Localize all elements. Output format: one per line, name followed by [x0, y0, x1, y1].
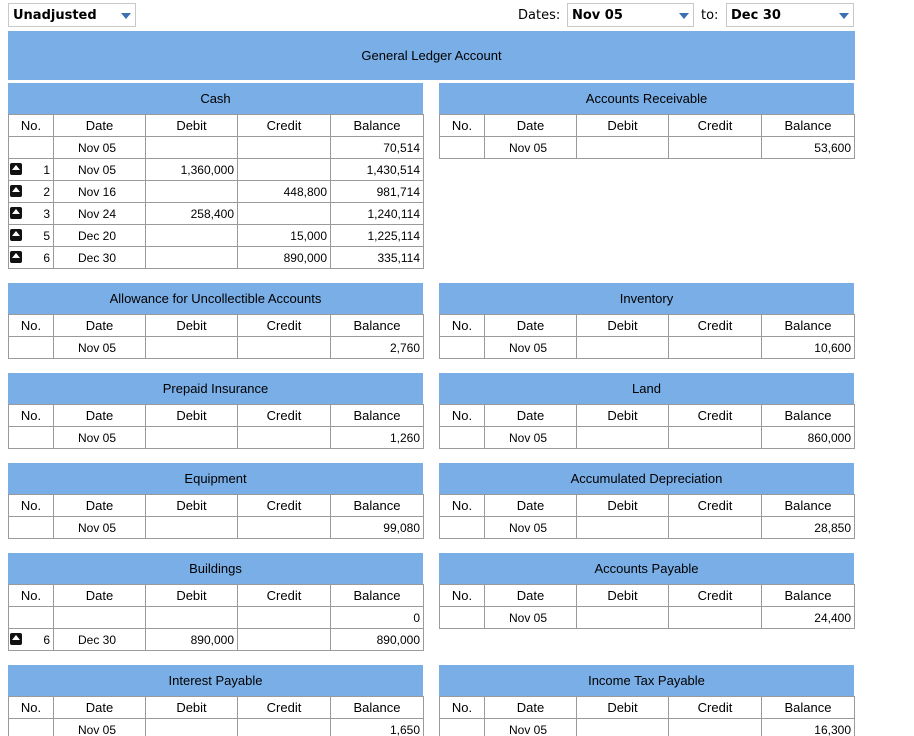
entry-credit — [238, 203, 331, 225]
entry-date: Nov 05 — [54, 517, 146, 539]
entry-link-icon[interactable] — [10, 163, 22, 175]
ledger-title: General Ledger Account — [8, 31, 855, 80]
col-header-debit: Debit — [146, 697, 238, 719]
entry-link-icon[interactable] — [10, 185, 22, 197]
col-header-balance: Balance — [331, 585, 424, 607]
account-table — [8, 314, 424, 359]
account-title: Income Tax Payable — [439, 665, 854, 696]
entry-no-value: 6 — [43, 632, 50, 647]
account-card — [439, 83, 854, 159]
entry-balance: 2,760 — [331, 337, 424, 359]
col-header-debit: Debit — [146, 495, 238, 517]
col-header-date: Date — [54, 315, 146, 337]
entry-credit: 15,000 — [238, 225, 331, 247]
entry-date: Dec 30 — [54, 247, 146, 269]
col-header-debit: Debit — [146, 115, 238, 137]
entry-debit — [577, 137, 669, 159]
table-row — [9, 719, 424, 736]
entry-date: Dec 20 — [54, 225, 146, 247]
entry-balance: 1,260 — [331, 427, 424, 449]
col-header-balance: Balance — [762, 697, 855, 719]
entry-link-icon[interactable] — [10, 251, 22, 263]
entry-credit — [669, 337, 762, 359]
header-row — [440, 405, 855, 427]
table-row — [440, 607, 855, 629]
account-card — [8, 665, 423, 736]
entry-debit — [146, 225, 238, 247]
account-card — [439, 283, 854, 359]
account-title: Allowance for Uncollectible Accounts — [8, 283, 423, 314]
entry-debit: 1,360,000 — [146, 159, 238, 181]
entry-balance: 10,600 — [762, 337, 855, 359]
col-header-credit: Credit — [238, 315, 331, 337]
entry-no — [9, 719, 54, 736]
header-row — [9, 115, 424, 137]
account-title: Buildings — [8, 553, 423, 584]
col-header-date: Date — [54, 495, 146, 517]
table-row — [440, 137, 855, 159]
table-row — [9, 159, 424, 181]
entry-date: Nov 05 — [54, 337, 146, 359]
entry-balance: 0 — [331, 607, 424, 629]
account-card — [8, 283, 423, 359]
entry-no — [9, 225, 54, 247]
col-header-balance: Balance — [762, 495, 855, 517]
account-table — [439, 314, 855, 359]
col-header-no: No. — [440, 697, 485, 719]
chevron-down-icon — [839, 13, 849, 19]
col-header-date: Date — [485, 405, 577, 427]
col-header-no: No. — [9, 115, 54, 137]
entry-date: Nov 05 — [485, 427, 577, 449]
from-date-value: Nov 05 — [572, 8, 623, 23]
header-row — [440, 495, 855, 517]
col-header-balance: Balance — [762, 115, 855, 137]
entry-link-icon[interactable] — [10, 633, 22, 645]
entry-date — [54, 607, 146, 629]
table-row — [9, 181, 424, 203]
entry-date: Nov 05 — [54, 159, 146, 181]
header-row — [440, 315, 855, 337]
col-header-date: Date — [54, 585, 146, 607]
account-table — [439, 494, 855, 539]
col-header-credit: Credit — [238, 495, 331, 517]
col-header-debit: Debit — [577, 315, 669, 337]
entry-credit — [238, 427, 331, 449]
entry-credit — [669, 517, 762, 539]
account-card — [439, 553, 854, 629]
from-date-select[interactable] — [567, 3, 694, 27]
header-row — [9, 697, 424, 719]
entry-no — [9, 203, 54, 225]
account-card — [8, 463, 423, 539]
entry-no — [440, 427, 485, 449]
col-header-no: No. — [440, 315, 485, 337]
entry-no — [440, 607, 485, 629]
col-header-debit: Debit — [146, 405, 238, 427]
account-table — [439, 404, 855, 449]
col-header-debit: Debit — [146, 315, 238, 337]
entry-credit — [669, 719, 762, 736]
entry-no — [9, 337, 54, 359]
entry-balance: 53,600 — [762, 137, 855, 159]
entry-debit — [577, 517, 669, 539]
table-row — [9, 137, 424, 159]
col-header-credit: Credit — [669, 585, 762, 607]
entry-credit — [238, 517, 331, 539]
entry-debit — [146, 517, 238, 539]
account-title: Equipment — [8, 463, 423, 494]
entry-date: Nov 05 — [485, 719, 577, 736]
header-row — [9, 495, 424, 517]
col-header-credit: Credit — [238, 115, 331, 137]
entry-no — [440, 517, 485, 539]
account-title: Inventory — [439, 283, 854, 314]
col-header-date: Date — [485, 585, 577, 607]
col-header-debit: Debit — [577, 495, 669, 517]
entry-date: Nov 05 — [485, 337, 577, 359]
table-row — [9, 427, 424, 449]
account-card — [439, 463, 854, 539]
col-header-debit: Debit — [577, 585, 669, 607]
col-header-credit: Credit — [238, 697, 331, 719]
entry-balance: 28,850 — [762, 517, 855, 539]
col-header-date: Date — [485, 115, 577, 137]
entry-no-value: 5 — [43, 228, 50, 243]
account-title: Prepaid Insurance — [8, 373, 423, 404]
entry-credit — [238, 629, 331, 651]
entry-debit — [577, 337, 669, 359]
col-header-no: No. — [440, 405, 485, 427]
entry-balance: 860,000 — [762, 427, 855, 449]
account-table — [8, 584, 424, 651]
account-title: Land — [439, 373, 854, 404]
account-table — [8, 114, 424, 269]
account-table — [439, 696, 855, 736]
col-header-balance: Balance — [762, 405, 855, 427]
entry-debit — [577, 607, 669, 629]
col-header-credit: Credit — [238, 585, 331, 607]
table-row — [9, 607, 424, 629]
account-table — [439, 114, 855, 159]
col-header-balance: Balance — [762, 585, 855, 607]
entry-credit — [669, 137, 762, 159]
entry-debit: 890,000 — [146, 629, 238, 651]
entry-no — [440, 719, 485, 736]
account-title: Cash — [8, 83, 423, 114]
col-header-date: Date — [485, 315, 577, 337]
entry-balance: 1,240,114 — [331, 203, 424, 225]
col-header-credit: Credit — [669, 405, 762, 427]
header-row — [9, 585, 424, 607]
table-row — [440, 517, 855, 539]
entry-no-value: 3 — [43, 206, 50, 221]
entry-credit — [238, 159, 331, 181]
col-header-no: No. — [440, 495, 485, 517]
dates-label: Dates: — [518, 8, 561, 23]
entry-debit — [146, 337, 238, 359]
entry-debit — [146, 607, 238, 629]
entry-credit: 890,000 — [238, 247, 331, 269]
col-header-no: No. — [9, 315, 54, 337]
account-card — [8, 553, 423, 651]
to-date-select[interactable] — [726, 3, 854, 27]
table-row — [9, 203, 424, 225]
col-header-date: Date — [485, 495, 577, 517]
col-header-no: No. — [9, 495, 54, 517]
account-table — [8, 404, 424, 449]
col-header-balance: Balance — [331, 697, 424, 719]
table-row — [9, 225, 424, 247]
entry-balance: 1,650 — [331, 719, 424, 736]
account-card — [439, 665, 854, 736]
col-header-no: No. — [9, 585, 54, 607]
entry-date: Nov 05 — [54, 427, 146, 449]
entry-no — [440, 337, 485, 359]
entry-no — [9, 629, 54, 651]
col-header-debit: Debit — [577, 405, 669, 427]
entry-no-value: 6 — [43, 250, 50, 265]
account-table — [439, 584, 855, 629]
entry-date: Nov 05 — [485, 137, 577, 159]
entry-date: Nov 24 — [54, 203, 146, 225]
entry-no — [440, 137, 485, 159]
table-row — [9, 517, 424, 539]
entry-credit — [238, 337, 331, 359]
table-row — [9, 629, 424, 651]
entry-balance: 335,114 — [331, 247, 424, 269]
entry-credit — [238, 607, 331, 629]
entry-date: Nov 16 — [54, 181, 146, 203]
entry-balance: 890,000 — [331, 629, 424, 651]
to-label: to: — [701, 8, 719, 23]
entry-date: Nov 05 — [485, 607, 577, 629]
account-card — [439, 373, 854, 449]
table-row — [440, 719, 855, 736]
col-header-balance: Balance — [331, 315, 424, 337]
entry-credit — [238, 719, 331, 736]
entry-balance: 1,430,514 — [331, 159, 424, 181]
account-card — [8, 373, 423, 449]
entry-debit — [146, 247, 238, 269]
col-header-no: No. — [440, 585, 485, 607]
account-title: Accounts Payable — [439, 553, 854, 584]
col-header-credit: Credit — [669, 315, 762, 337]
account-title: Interest Payable — [8, 665, 423, 696]
col-header-date: Date — [485, 697, 577, 719]
entry-balance: 1,225,114 — [331, 225, 424, 247]
col-header-date: Date — [54, 405, 146, 427]
account-title: Accounts Receivable — [439, 83, 854, 114]
entry-no — [9, 137, 54, 159]
entry-debit — [577, 427, 669, 449]
col-header-credit: Credit — [669, 115, 762, 137]
col-header-balance: Balance — [331, 115, 424, 137]
col-header-debit: Debit — [146, 585, 238, 607]
entry-debit — [146, 719, 238, 736]
col-header-credit: Credit — [669, 495, 762, 517]
col-header-date: Date — [54, 697, 146, 719]
account-title: Accumulated Depreciation — [439, 463, 854, 494]
entry-debit: 258,400 — [146, 203, 238, 225]
entry-date: Nov 05 — [54, 719, 146, 736]
entry-no — [9, 181, 54, 203]
account-table — [8, 696, 424, 736]
entry-debit — [146, 427, 238, 449]
col-header-credit: Credit — [238, 405, 331, 427]
col-header-debit: Debit — [577, 697, 669, 719]
account-table — [8, 494, 424, 539]
entry-no — [9, 427, 54, 449]
entry-no — [9, 159, 54, 181]
account-card — [8, 83, 423, 269]
header-row — [9, 315, 424, 337]
header-row — [440, 115, 855, 137]
entry-credit — [669, 427, 762, 449]
header-row — [9, 405, 424, 427]
col-header-balance: Balance — [331, 405, 424, 427]
chevron-down-icon — [679, 13, 689, 19]
header-row — [440, 585, 855, 607]
table-row — [440, 427, 855, 449]
entry-credit — [238, 137, 331, 159]
col-header-debit: Debit — [577, 115, 669, 137]
to-date-value: Dec 30 — [731, 8, 781, 23]
entry-no — [9, 517, 54, 539]
entry-date: Nov 05 — [485, 517, 577, 539]
entry-balance: 70,514 — [331, 137, 424, 159]
entry-debit — [577, 719, 669, 736]
mode-select[interactable] — [8, 3, 136, 27]
entry-no — [9, 607, 54, 629]
col-header-no: No. — [9, 697, 54, 719]
table-row — [9, 247, 424, 269]
col-header-balance: Balance — [331, 495, 424, 517]
entry-no — [9, 247, 54, 269]
entry-credit: 448,800 — [238, 181, 331, 203]
entry-balance: 24,400 — [762, 607, 855, 629]
chevron-down-icon — [121, 13, 131, 19]
entry-balance: 981,714 — [331, 181, 424, 203]
entry-date: Dec 30 — [54, 629, 146, 651]
entry-date: Nov 05 — [54, 137, 146, 159]
entry-debit — [146, 181, 238, 203]
entry-no-value: 1 — [43, 162, 50, 177]
entry-credit — [669, 607, 762, 629]
col-header-balance: Balance — [762, 315, 855, 337]
col-header-credit: Credit — [669, 697, 762, 719]
header-row — [440, 697, 855, 719]
col-header-no: No. — [440, 115, 485, 137]
table-row — [440, 337, 855, 359]
mode-select-value: Unadjusted — [13, 8, 97, 23]
col-header-no: No. — [9, 405, 54, 427]
table-row — [9, 337, 424, 359]
entry-no-value: 2 — [43, 184, 50, 199]
entry-link-icon[interactable] — [10, 207, 22, 219]
entry-balance: 16,300 — [762, 719, 855, 736]
entry-link-icon[interactable] — [10, 229, 22, 241]
col-header-date: Date — [54, 115, 146, 137]
entry-debit — [146, 137, 238, 159]
entry-balance: 99,080 — [331, 517, 424, 539]
